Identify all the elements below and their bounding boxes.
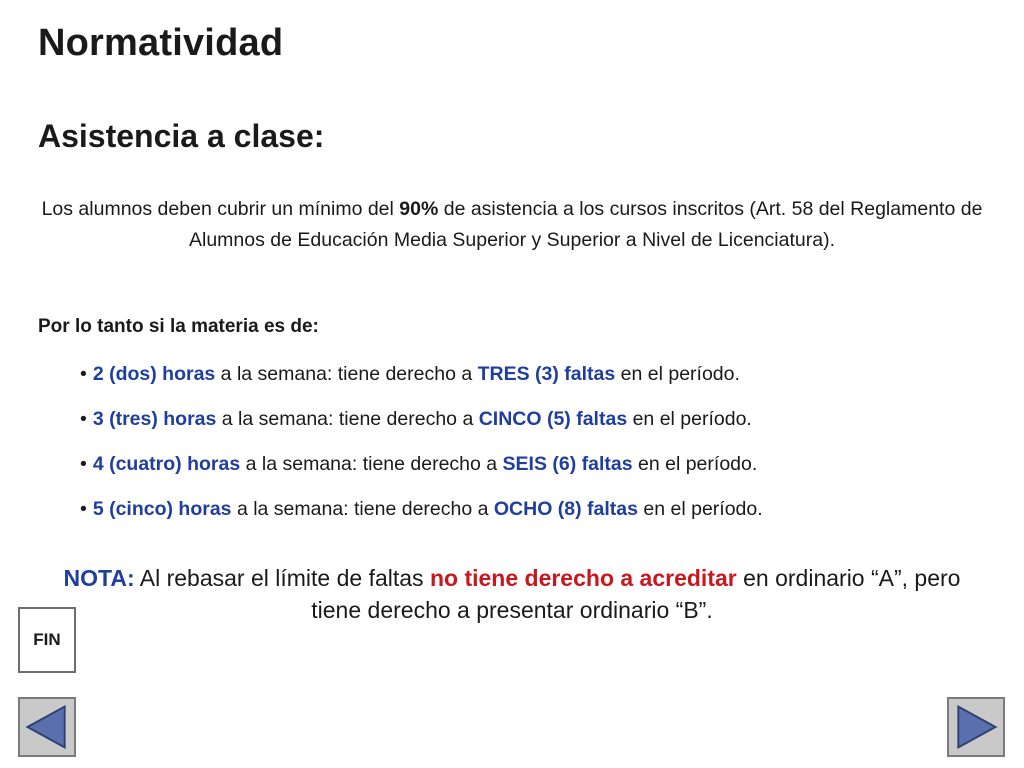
rule-end: en el período. [632, 453, 758, 475]
note-label: NOTA: [63, 565, 135, 591]
fin-button[interactable]: FIN [18, 607, 76, 673]
note-text-end: en ordinario “A”, pero tiene derecho a presentar ordinario “B”. [311, 565, 961, 623]
previous-slide-button[interactable] [18, 697, 76, 757]
bullet-icon: • [80, 498, 87, 520]
rule-faltas: OCHO (8) faltas [493, 498, 638, 520]
rule-item [80, 405, 763, 450]
rule-text: a la semana: tiene derecho a [240, 453, 503, 475]
bullet-icon: • [80, 363, 87, 385]
section-heading: Asistencia a clase: [38, 118, 325, 154]
rule-end: en el período. [637, 498, 763, 520]
rule-text: a la semana: tiene derecho a [215, 363, 478, 385]
rule-faltas: SEIS (6) faltas [502, 453, 633, 475]
rules-lead: Por lo tanto si la materia es de: [38, 316, 319, 337]
intro-percentage: 90% [399, 198, 439, 220]
triangle-left-icon [20, 699, 74, 755]
rules-list [80, 360, 763, 540]
rule-item [80, 450, 763, 495]
slide-title: Normatividad [38, 22, 284, 64]
triangle-right-icon [949, 699, 1003, 755]
intro-text-end: de asistencia a los cursos inscritos (Art. 58 del Reglamento de Alumnos de Educación Media Superior y Superior a Nivel de Licenciatura). [188, 198, 983, 251]
note-text-start: Al rebasar el límite de faltas [134, 565, 430, 591]
rule-item [80, 360, 763, 405]
rule-end: en el período. [615, 363, 740, 385]
intro-paragraph [40, 194, 984, 256]
bullet-icon: • [80, 408, 87, 430]
note-highlight: no tiene derecho a acreditar [429, 565, 737, 591]
rule-faltas: CINCO (5) faltas [478, 408, 628, 430]
intro-text-start: Los alumnos deben cubrir un mínimo del [41, 198, 400, 220]
next-slide-button[interactable] [947, 697, 1005, 757]
rule-item [80, 495, 763, 540]
note-paragraph [40, 562, 984, 626]
rule-hours: 2 (dos) horas [92, 363, 216, 385]
bullet-icon: • [80, 453, 87, 475]
rule-hours: 5 (cinco) horas [92, 498, 232, 520]
rule-hours: 3 (tres) horas [92, 408, 217, 430]
rule-hours: 4 (cuatro) horas [92, 453, 241, 475]
rule-faltas: TRES (3) faltas [477, 363, 616, 385]
rule-text: a la semana: tiene derecho a [216, 408, 479, 430]
rule-text: a la semana: tiene derecho a [231, 498, 494, 520]
rule-end: en el período. [627, 408, 752, 430]
